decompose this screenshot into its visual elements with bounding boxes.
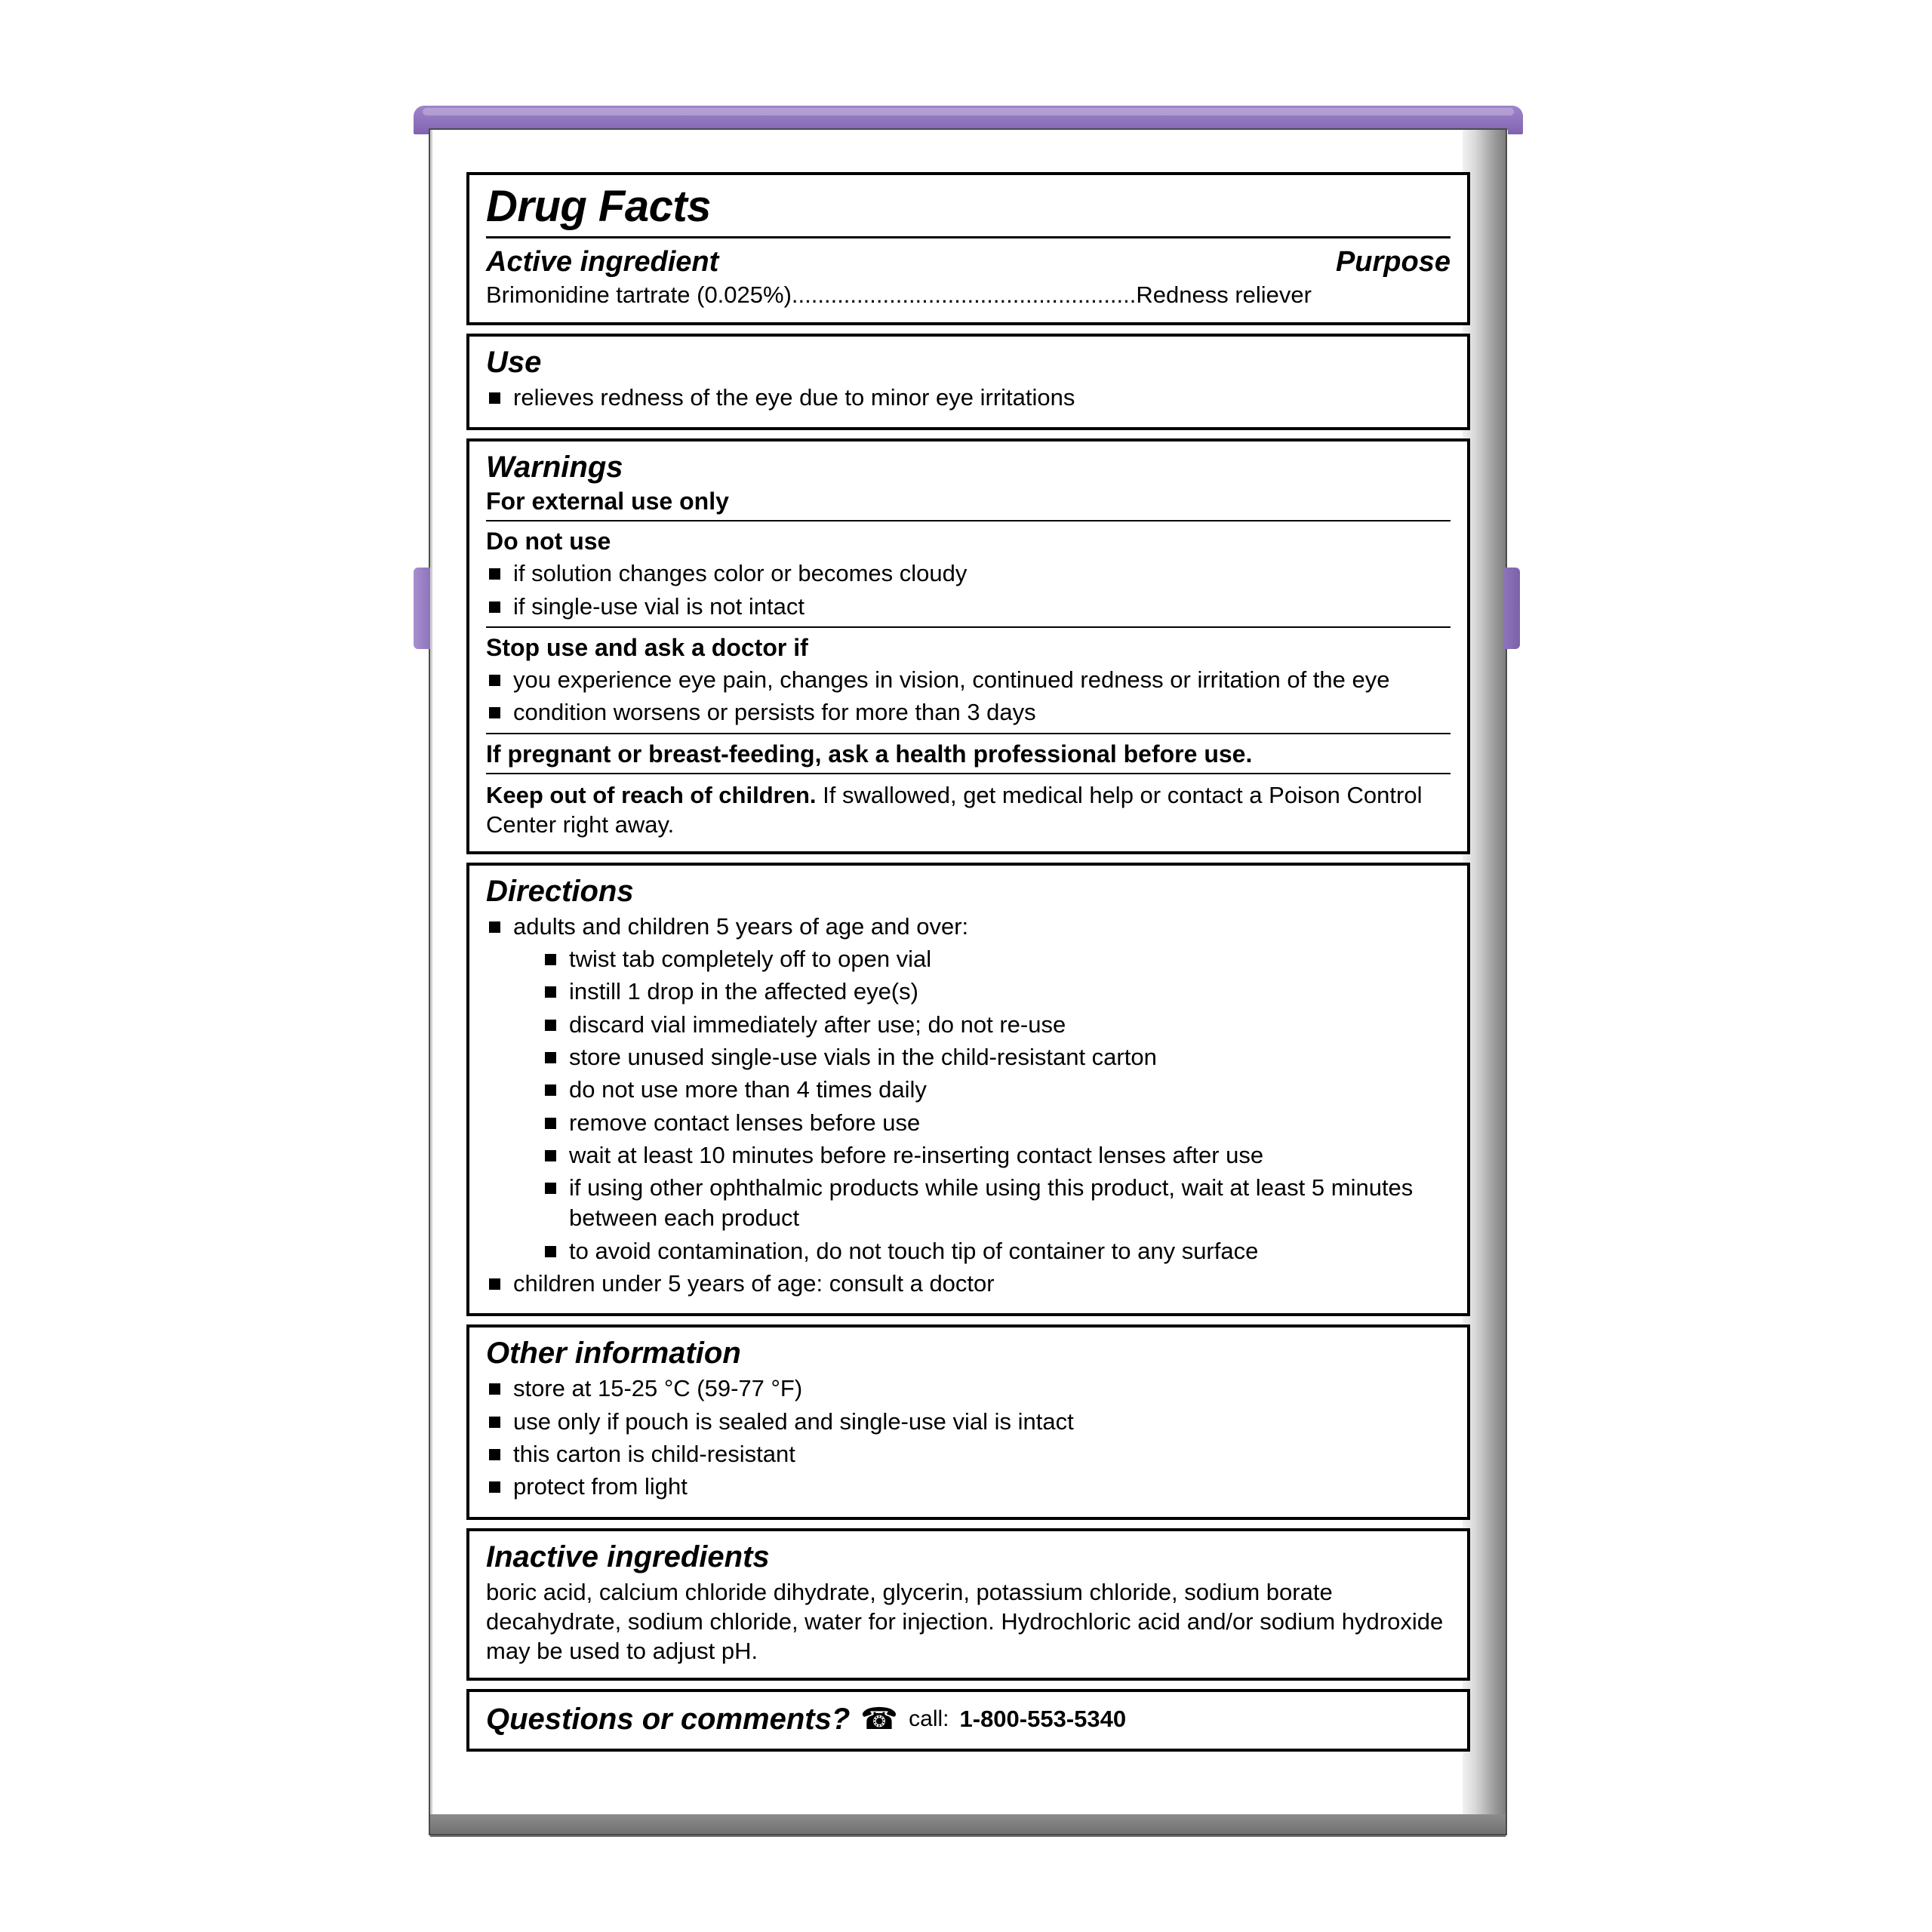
do-not-use-list: [486, 558, 1451, 622]
list-item: store at 15-25 °C (59-77 °F): [486, 1374, 1451, 1404]
warnings-heading: Warnings: [486, 451, 623, 485]
other-information-heading: Other information: [486, 1337, 741, 1371]
list-item: discard vial immediately after use; do not re-use: [542, 1010, 1451, 1040]
keep-out-of-reach-bold: Keep out of reach of children.: [486, 781, 817, 808]
list-item: [486, 912, 1451, 1266]
active-ingredient-line: Brimonidine tartrate (0.025%).....................................................Redness reliever: [486, 281, 1312, 308]
list-item: store unused single-use vials in the child-resistant carton: [542, 1042, 1451, 1072]
list-item: condition worsens or persists for more than 3 days: [486, 697, 1451, 728]
other-information-list: [486, 1374, 1451, 1502]
phone-number: 1-800-553-5340: [959, 1706, 1127, 1733]
call-label: call:: [909, 1706, 949, 1732]
inactive-ingredients-heading: Inactive ingredients: [486, 1540, 770, 1574]
panel-title: Drug Facts: [486, 182, 711, 231]
list-item: you experience eye pain, changes in vision, continued redness or irritation of the eye: [486, 665, 1451, 695]
list-item: if using other ophthalmic products while using this product, wait at least 5 minutes between each product: [542, 1173, 1451, 1234]
list-item: remove contact lenses before use: [542, 1108, 1451, 1138]
divider: [486, 733, 1451, 734]
carton-side-tab-right: [1503, 568, 1520, 649]
pregnancy-warning: If pregnant or breast-feeding, ask a health professional before use.: [486, 740, 1253, 768]
directions-heading: Directions: [486, 874, 634, 908]
warnings-section: [466, 438, 1470, 854]
questions-section: [466, 1689, 1470, 1752]
keep-out-of-reach-rest: If swallowed, get medical help or contact a Poison Control Center right away.: [486, 781, 1423, 838]
carton-top-highlight: [423, 108, 1514, 115]
use-list: [486, 383, 1451, 413]
other-information-section: [466, 1324, 1470, 1519]
phone-icon: ☎: [860, 1703, 899, 1737]
carton-bottom-edge: [430, 1814, 1506, 1837]
list-item: if single-use vial is not intact: [486, 592, 1451, 622]
divider: [486, 626, 1451, 628]
list-item: to avoid contamination, do not touch tip of container to any surface: [542, 1236, 1451, 1266]
use-section: [466, 334, 1470, 430]
divider: [486, 773, 1451, 774]
directions-sublist: [542, 944, 1451, 1266]
purpose-heading: Purpose: [1335, 245, 1451, 278]
list-item: this carton is child-resistant: [486, 1439, 1451, 1469]
keep-out-of-reach-warning: [486, 780, 1451, 839]
list-item: instill 1 drop in the affected eye(s): [542, 977, 1451, 1007]
divider: [486, 236, 1451, 238]
active-ingredient-heading: Active ingredient: [486, 245, 719, 278]
list-item: use only if pouch is sealed and single-use vial is intact: [486, 1407, 1451, 1437]
inactive-ingredients-text: boric acid, calcium chloride dihydrate, glycerin, potassium chloride, sodium borate decahydrate, sodium chloride, water for injection. Hydrochloric acid and/or sodium hydroxide may be used to adjust pH.: [486, 1578, 1444, 1664]
use-heading: Use: [486, 346, 542, 380]
stop-use-heading: Stop use and ask a doctor if: [486, 634, 808, 662]
active-ingredient-section: [466, 172, 1470, 325]
inactive-ingredients-section: [466, 1528, 1470, 1681]
carton-side-tab-left: [414, 568, 430, 649]
list-item: do not use more than 4 times daily: [542, 1075, 1451, 1105]
list-item: children under 5 years of age: consult a doctor: [486, 1269, 1451, 1299]
list-item: if solution changes color or becomes cloudy: [486, 558, 1451, 589]
directions-adults-lead: adults and children 5 years of age and over:: [513, 912, 969, 940]
directions-section: [466, 863, 1470, 1317]
list-item: relieves redness of the eye due to minor eye irritations: [486, 383, 1451, 413]
questions-heading: Questions or comments?: [486, 1702, 851, 1736]
active-ingredient-header-row: [486, 246, 1451, 278]
external-use-text: For external use only: [486, 488, 729, 515]
list-item: protect from light: [486, 1472, 1451, 1502]
directions-list: [486, 912, 1451, 1300]
stop-use-list: [486, 665, 1451, 728]
divider: [486, 520, 1451, 521]
do-not-use-heading: Do not use: [486, 528, 611, 555]
drug-facts-panel: [466, 172, 1470, 1760]
list-item: wait at least 10 minutes before re-inserting contact lenses after use: [542, 1140, 1451, 1171]
list-item: twist tab completely off to open vial: [542, 944, 1451, 974]
